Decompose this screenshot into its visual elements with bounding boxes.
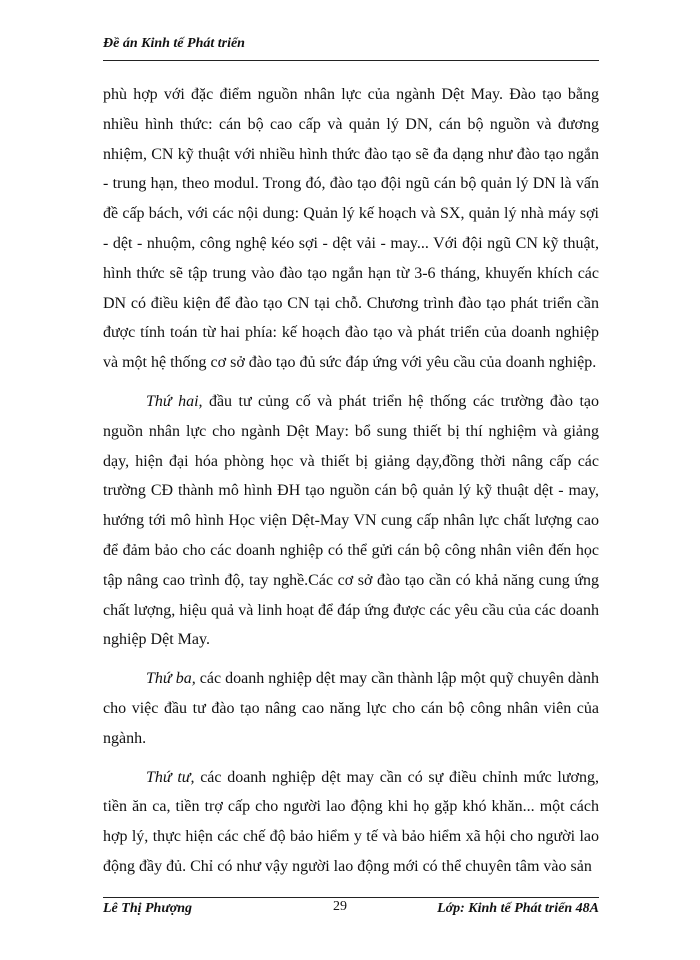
page-number: 29 (333, 899, 347, 914)
paragraph-4-text: các doanh nghiệp dệt may cần có sự điều chỉnh mức lương, tiền ăn ca, tiền trợ cấp cho người lao động khi họ gặp khó khăn... một cách hợp lý, thực hiện các chế độ bảo hiểm y tế và bảo hiểm xã hội cho người lao động đầy đủ. Chỉ có như vậy người lao động mới có thể chuyên tâm vào sản (103, 768, 600, 875)
footer-author: Lê Thị Phượng (103, 901, 193, 916)
paragraph-3 (103, 664, 599, 753)
paragraph-4 (103, 763, 599, 882)
paragraph-2 (103, 387, 599, 655)
paragraph-2-text: đầu tư củng cố và phát triển hệ thống các trường đào tạo nguồn nhân lực cho ngành Dệt May: bổ sung thiết bị thí nghiệm và giảng dạy, hiện đại hóa phòng học và thiết bị giảng dạy,đồng thời nâng cấp các trường CĐ thành mô hình ĐH tạo nguồn cán bộ quản lý kỹ thuật dệt - may, hướng tới mô hình Học viện Dệt-May VN cung cấp nhân lực chất lượng cao để đảm bảo cho các doanh nghiệp có thể gửi cán bộ công nhân viên đến học tập nâng cao trình độ, tay nghề.Các cơ sở đào tạo cần có khả năng cung ứng chất lượng, hiệu quả và linh hoạt để đáp ứng được các yêu cầu của các doanh nghiệp Dệt May. (103, 392, 599, 649)
footer-divider (103, 897, 599, 898)
paragraph-1 (103, 80, 599, 378)
paragraph-3-lead: Thứ ba, (146, 670, 196, 688)
document-body (103, 80, 599, 891)
page-footer (103, 901, 599, 921)
paragraph-1-text: phù hợp với đặc điểm nguồn nhân lực của ngành Dệt May. Đào tạo bằng nhiều hình thức: cán bộ cao cấp và quản lý DN, cán bộ nguồn và đương nhiệm, CN kỹ thuật với nhiều hình thức đào tạo sẽ đa dạng như đào tạo ngắn - trung hạn, theo modul. Trong đó, đào tạo đội ngũ cán bộ quản lý DN là vấn đề cấp bách, với các nội dung: Quản lý kế hoạch và SX, quản lý nhà máy sợi - dệt - nhuộm, công nghệ kéo sợi - dệt vải - may... Với đội ngũ CN kỹ thuật, hình thức sẽ tập trung vào đào tạo ngắn hạn từ 3-6 tháng, khuyến khích các DN có điều kiện để đào tạo CN tại chỗ. Chương trình đào tạo phát triển cần được tính toán từ hai phía: kế hoạch đào tạo và phát triển của doanh nghiệp và một hệ thống cơ sở đào tạo đủ sức đáp ứng với yêu cầu của doanh nghiệp. (103, 86, 599, 372)
page-header-title: Đề án Kinh tế Phát triển (103, 36, 245, 51)
paragraph-3-text: các doanh nghiệp dệt may cần thành lập một quỹ chuyên dành cho việc đầu tư đào tạo nâng cao năng lực cho cán bộ công nhân viên của ngành. (103, 670, 600, 747)
footer-class: Lớp: Kinh tế Phát triển 48A (437, 901, 599, 916)
paragraph-4-lead: Thứ tư, (146, 768, 195, 786)
header-divider (103, 60, 599, 61)
paragraph-2-lead: Thứ hai, (146, 392, 203, 410)
